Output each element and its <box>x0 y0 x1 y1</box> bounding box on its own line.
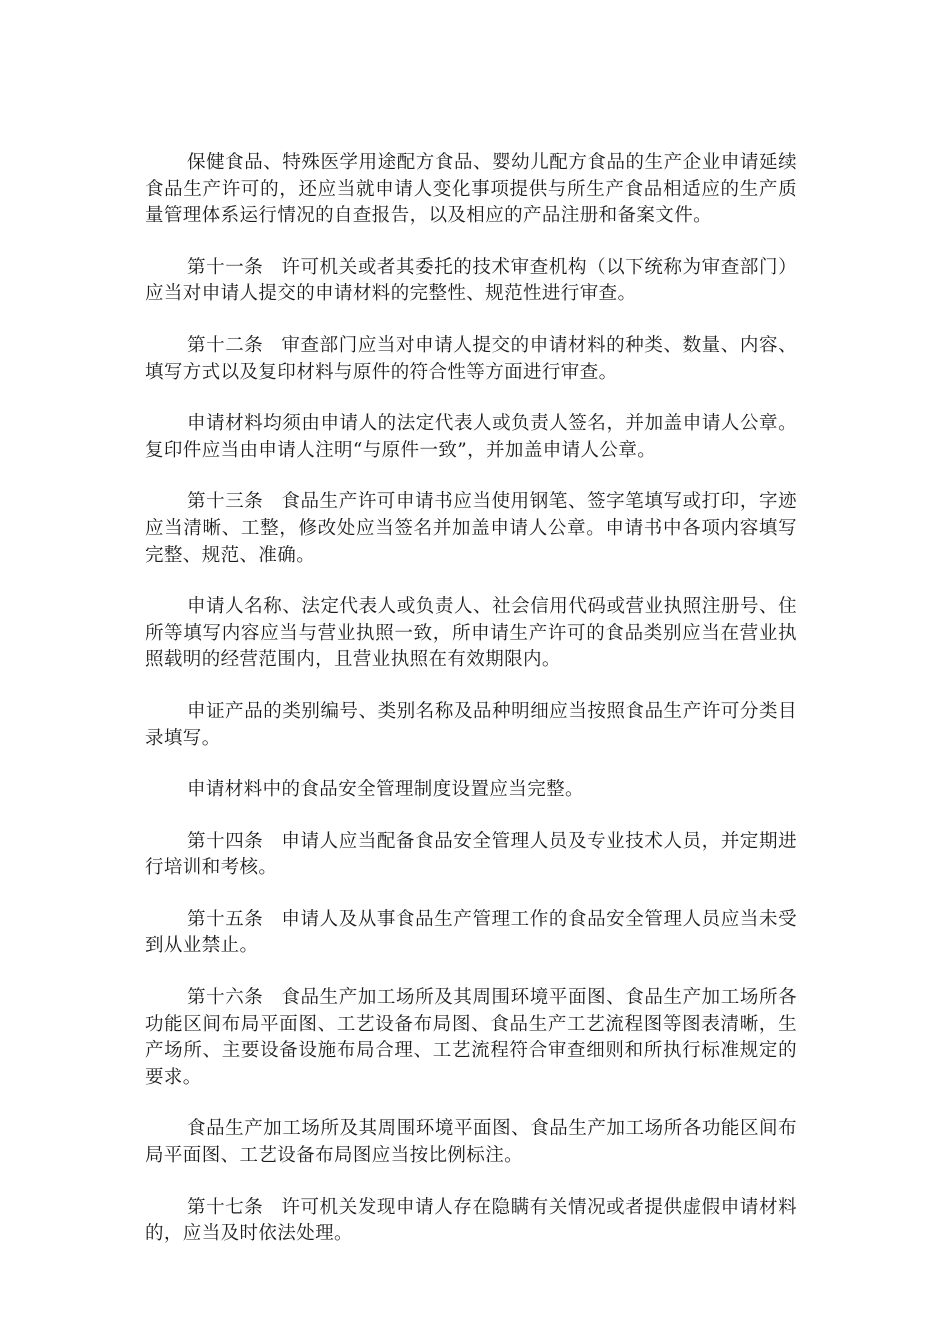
paragraph <box>145 1116 797 1169</box>
paragraph <box>145 411 797 464</box>
paragraph-text: 许可机关发现申请人存在隐瞒有关情况或者提供虚假申请材料的，应当及时依法处理。 <box>145 1196 797 1245</box>
paragraph <box>145 985 797 1091</box>
paragraph <box>145 255 797 308</box>
article-number: 第十六条 <box>187 987 264 1009</box>
article-number: 第十二条 <box>187 334 264 356</box>
paragraph <box>145 777 797 804</box>
paragraph <box>145 333 797 386</box>
paragraph-text: 申请材料中的食品安全管理制度设置应当完整。 <box>187 779 584 801</box>
paragraph <box>145 829 797 882</box>
paragraph-text: 申请材料均须由申请人的法定代表人或负责人签名，并加盖申请人公章。复印件应当由申请人注明“与原件一致”，并加盖申请人公章。 <box>145 413 797 461</box>
article-number: 第十五条 <box>187 908 264 930</box>
paragraph-text: 许可机关或者其委托的技术审查机构（以下统称为审查部门）应当对申请人提交的申请材料的完整性、规范性进行审查。 <box>145 256 797 305</box>
article-number: 第十三条 <box>187 491 264 513</box>
paragraph-text: 食品生产加工场所及其周围环境平面图、食品生产加工场所各功能区间布局平面图、工艺设备布局图应当按比例标注。 <box>145 1118 797 1167</box>
paragraph-text: 申证产品的类别编号、类别名称及品种明细应当按照食品生产许可分类目录填写。 <box>145 700 797 749</box>
paragraph-text: 审查部门应当对申请人提交的申请材料的种类、数量、内容、填写方式以及复印材料与原件的符合性等方面进行审查。 <box>145 334 797 383</box>
paragraph <box>145 1195 797 1248</box>
article-number: 第十四条 <box>187 830 264 852</box>
paragraph-text: 申请人名称、法定代表人或负责人、社会信用代码或营业执照注册号、住所等填写内容应当与营业执照一致，所申请生产许可的食品类别应当在营业执照载明的经营范围内，且营业执照在有效期限内。 <box>145 596 797 671</box>
article-number: 第十七条 <box>187 1196 264 1218</box>
paragraph-text: 食品生产许可申请书应当使用钢笔、签字笔填写或打印，字迹应当清晰、工整，修改处应当签名并加盖申请人公章。申请书中各项内容填写完整、规范、准确。 <box>145 491 797 566</box>
paragraph <box>145 150 797 230</box>
paragraph <box>145 907 797 960</box>
paragraph <box>145 594 797 674</box>
document-body <box>145 150 797 1273</box>
paragraph-text: 申请人应当配备食品安全管理人员及专业技术人员，并定期进行培训和考核。 <box>145 830 797 879</box>
paragraph <box>145 699 797 752</box>
paragraph <box>145 489 797 569</box>
paragraph-text: 保健食品、特殊医学用途配方食品、婴幼儿配方食品的生产企业申请延续食品生产许可的，还应当就申请人变化事项提供与所生产食品相适应的生产质量管理体系运行情况的自查报告，以及相应的产品注册和备案文件。 <box>145 152 797 227</box>
paragraph-text: 食品生产加工场所及其周围环境平面图、食品生产加工场所各功能区间布局平面图、工艺设备布局图、食品生产工艺流程图等图表清晰，生产场所、主要设备设施布局合理、工艺流程符合审查细则和所执行标准规定的要求。 <box>145 987 797 1088</box>
paragraph-text: 申请人及从事食品生产管理工作的食品安全管理人员应当未受到从业禁止。 <box>145 908 797 957</box>
article-number: 第十一条 <box>187 256 264 278</box>
